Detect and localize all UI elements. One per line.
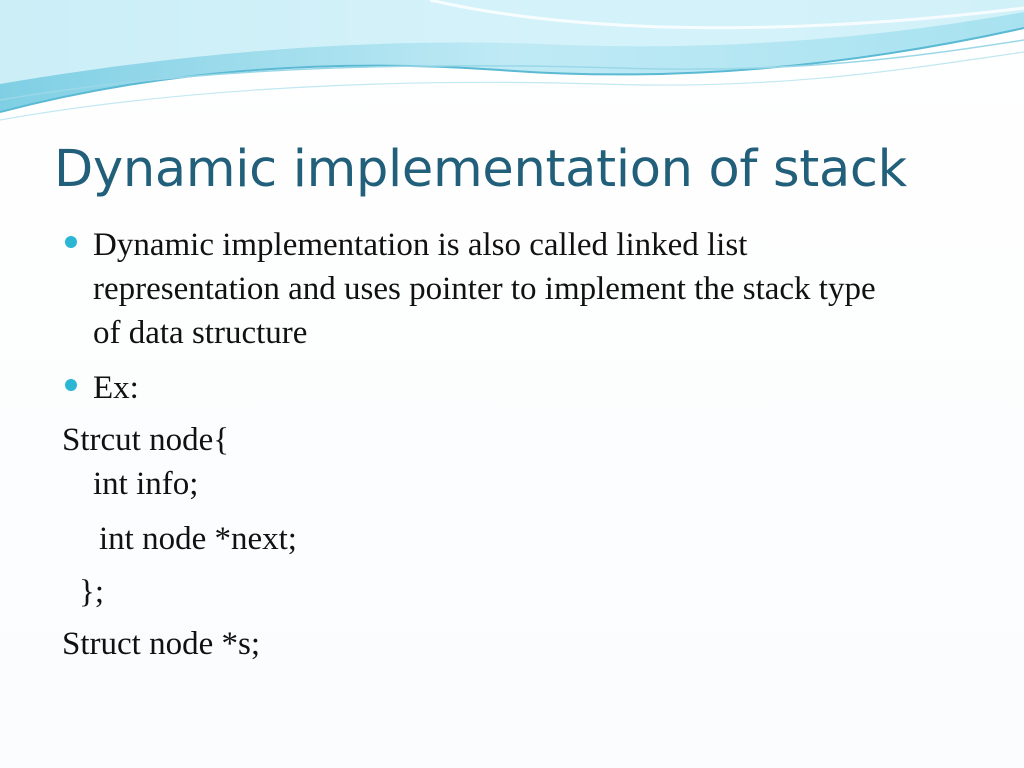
code-line: Strcut node{ (62, 422, 230, 458)
code-line: int info; (93, 466, 199, 502)
bullet-text: Ex: (93, 370, 139, 406)
bullet-icon (65, 379, 77, 391)
header-wave-decoration (0, 0, 1024, 130)
bullet-icon (65, 236, 77, 248)
bullet-text: Dynamic implementation is also called linked list representation and uses pointer to implement the stack type of data structure (93, 227, 876, 351)
code-line: int node *next; (99, 521, 297, 557)
slide-title: Dynamic implementation of stack (54, 140, 907, 199)
code-line: }; (79, 574, 105, 610)
code-line: Struct node *s; (62, 626, 260, 662)
